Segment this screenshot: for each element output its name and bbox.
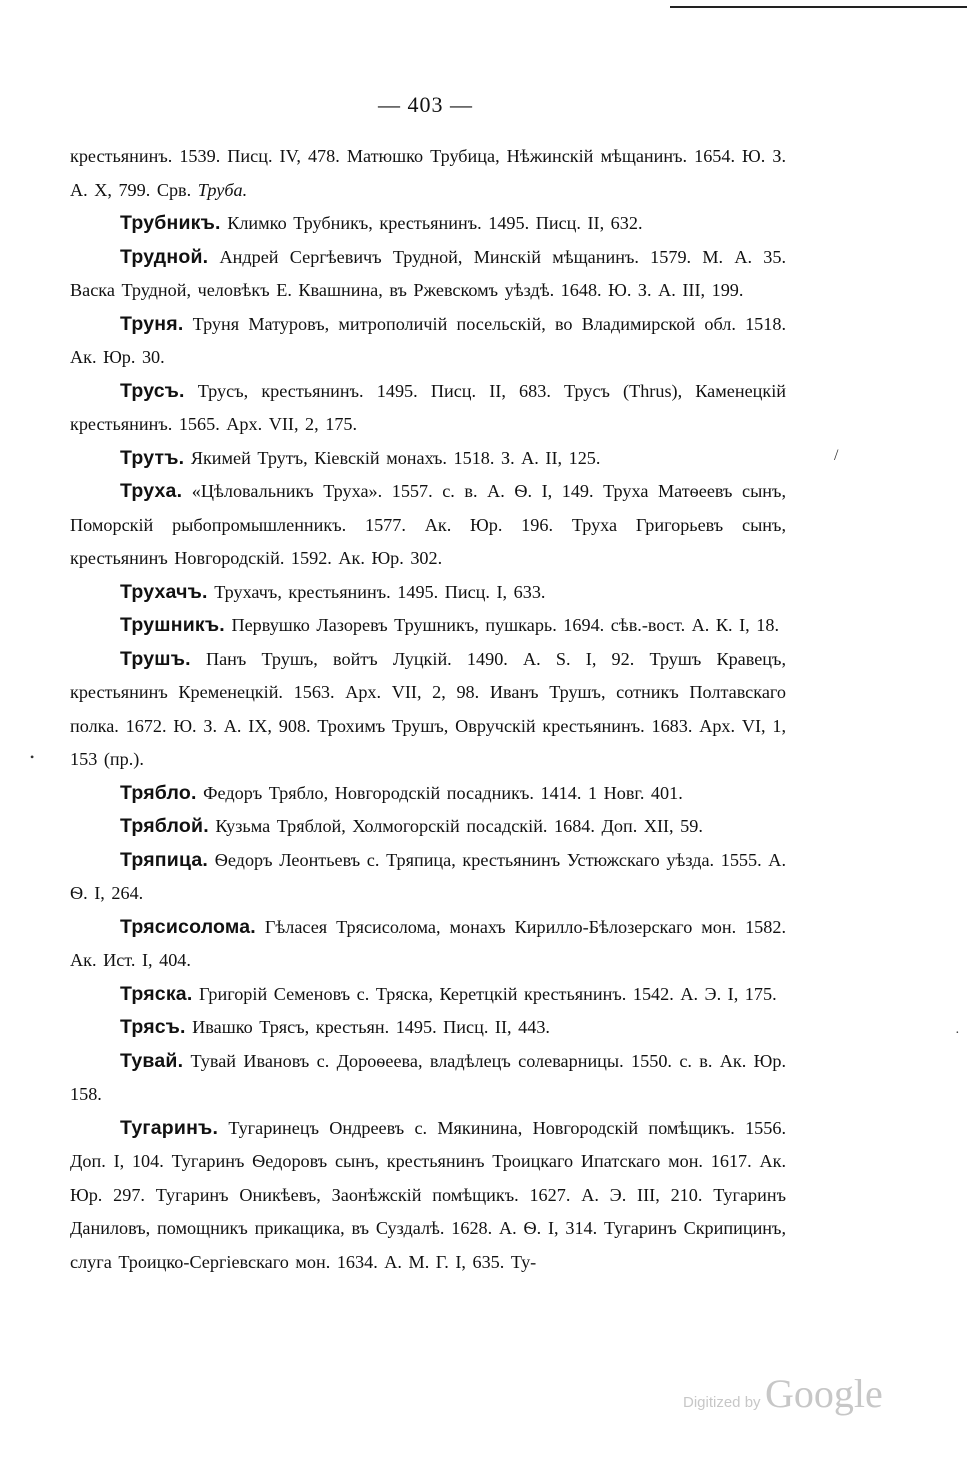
entry-headword: Трубникъ. <box>120 212 221 234</box>
entry-text: Тугаринецъ Ондреевъ с. Мякинина, Новгородскій помѣщикъ. 1556. Доп. I, 104. Тугаринъ Ѳедоровъ сынъ, крестьянинъ Троицкаго Ипатскаго мон. 1617. Ак. Юр. 297. Тугаринъ Оникѣевъ, Заонѣжскій помѣщикъ. 1627. А. Э. III, 210. Тугаринъ Даниловъ, помощникъ прикащика, въ Суздалѣ. 1628. А. Ѳ. I, 314. Тугаринъ Скрипицинъ, слуга Троицко-Сергіевскаго мон. 1634. А. М. Г. I, 635. Ту- <box>70 1117 786 1272</box>
dictionary-entry <box>70 140 786 207</box>
entry-headword: Трясъ. <box>120 1016 186 1038</box>
dictionary-entry <box>70 911 786 978</box>
entry-text: Федоръ Трябло, Новгородскій посадникъ. 1414. 1 Новг. 401. <box>196 782 683 803</box>
entry-text: «Цѣловальникъ Труха». 1557. с. в. А. Ѳ. I, 149. Труха Матѳеевъ сынъ, Поморскій рыбопромышленникъ. 1577. Ак. Юр. 196. Труха Григорьевъ сынъ, крестьянинъ Новгородскій. 1592. Ак. Юр. 302. <box>70 481 786 568</box>
dictionary-entry <box>70 643 786 777</box>
dictionary-entry <box>70 1045 786 1112</box>
page-number: — 403 — <box>378 92 473 117</box>
entry-headword: Трутъ. <box>120 446 185 469</box>
dictionary-entry <box>70 1112 786 1280</box>
entry-headword: Трухачъ. <box>120 580 208 603</box>
entry-text: Ивашко Трясъ, крестьян. 1495. Писц. II, 443. <box>185 1017 550 1037</box>
top-rule <box>670 6 967 8</box>
dictionary-text <box>70 140 786 1279</box>
watermark-prefix: Digitized by <box>683 1394 761 1411</box>
entry-crossref: Труба. <box>197 179 248 200</box>
entry-text: Климко Трубникъ, крестьянинъ. 1495. Писц. II, 632. <box>220 213 643 233</box>
entry-headword: Труха. <box>120 480 183 502</box>
entry-text: Тувай Ивановъ с. Дороѳеева, владѣлецъ солеварницы. 1550. с. в. Ак. Юр. 158. <box>70 1050 786 1104</box>
entry-headword: Тряска. <box>120 982 193 1005</box>
entry-text: Ѳедоръ Леонтьевъ с. Тряпица, крестьянинъ Устюжскаго уѣзда. 1555. А. Ѳ. I, 264. <box>70 849 786 903</box>
dictionary-entry <box>70 241 786 308</box>
watermark-brand-logo: Google <box>765 1371 883 1416</box>
dictionary-entry <box>70 308 786 375</box>
entry-headword: Труня. <box>120 312 184 335</box>
entry-text: крестьянинъ. 1539. Писц. IV, 478. Матюшко Трубица, Нѣжинскій мѣщанинъ. 1654. Ю. З. А. X, 799. Срв. <box>70 146 786 200</box>
entry-headword: Тряблой. <box>120 815 209 837</box>
dictionary-entry <box>70 475 786 576</box>
dictionary-entry <box>70 609 786 643</box>
dictionary-entry <box>70 844 786 911</box>
dictionary-entry <box>70 207 786 241</box>
dictionary-entry <box>70 810 786 844</box>
entry-headword: Тувай. <box>120 1049 184 1072</box>
dictionary-entry <box>70 1011 786 1045</box>
entry-text: Панъ Трушъ, войтъ Луцкій. 1490. А. S. I, 92. Трушъ Кравецъ, крестьянинъ Кременецкій. 1563. Арх. VII, 2, 98. Иванъ Трушъ, сотникъ Полтавскаго полка. 1672. Ю. З. А. IX, 908. Трохимъ Трушъ, Овручскій крестьянинъ. 1683. Арх. VI, 1, 153 (пр.). <box>70 648 786 769</box>
entry-text: Григорій Семеновъ с. Тряска, Керетцкій крестьянинъ. 1542. А. Э. I, 175. <box>192 983 777 1004</box>
entry-headword: Трусъ. <box>120 379 185 402</box>
entry-text: Первушко Лазоревъ Трушникъ, пушкарь. 1694. сѣв.-вост. А. К. I, 18. <box>224 615 780 635</box>
entry-headword: Тугаринъ. <box>120 1116 219 1139</box>
dictionary-entry <box>70 576 786 610</box>
entry-headword: Тряпица. <box>120 848 209 871</box>
entry-text: Якимей Трутъ, Кіевскій монахъ. 1518. З. А. II, 125. <box>184 447 601 468</box>
entry-text: Трусъ, крестьянинъ. 1495. Писц. II, 683. Трусъ (Thrus), Каменецкій крестьянинъ. 1565. Арх. VII, 2, 175. <box>70 380 786 434</box>
entry-headword: Трясисолома. <box>120 915 256 938</box>
margin-mark: / <box>834 447 839 464</box>
entry-text: Андрей Сергѣевичъ Трудной, Минскій мѣщанинъ. 1579. М. А. 35. Васка Трудной, человѣкъ Е. Квашнина, въ Ржевскомъ уѣздѣ. 1648. Ю. З. А. III, 199. <box>70 246 786 300</box>
entry-headword: Трушникъ. <box>120 614 225 636</box>
digitized-watermark <box>683 1370 883 1417</box>
entry-text: Трухачъ, крестьянинъ. 1495. Писц. I, 633. <box>207 581 546 602</box>
dictionary-entry <box>70 375 786 442</box>
margin-mark: · <box>955 1026 960 1041</box>
entry-headword: Трушъ. <box>120 647 191 670</box>
entry-text: Труня Матуровъ, митрополичій посельскій, во Владимирской обл. 1518. Ак. Юр. 30. <box>70 313 786 367</box>
dictionary-entry <box>70 442 786 476</box>
dictionary-entry <box>70 777 786 811</box>
entry-text: Кузьма Тряблой, Холмогорскій посадскій. 1684. Доп. XII, 59. <box>208 816 703 836</box>
dictionary-entry <box>70 978 786 1012</box>
entry-text: Гѣласея Трясисолома, монахъ Кирилло-Бѣлозерскаго мон. 1582. Ак. Ист. I, 404. <box>70 916 786 970</box>
entry-headword: Трябло. <box>120 781 197 804</box>
margin-mark: • <box>30 750 35 764</box>
entry-headword: Трудной. <box>120 245 209 268</box>
